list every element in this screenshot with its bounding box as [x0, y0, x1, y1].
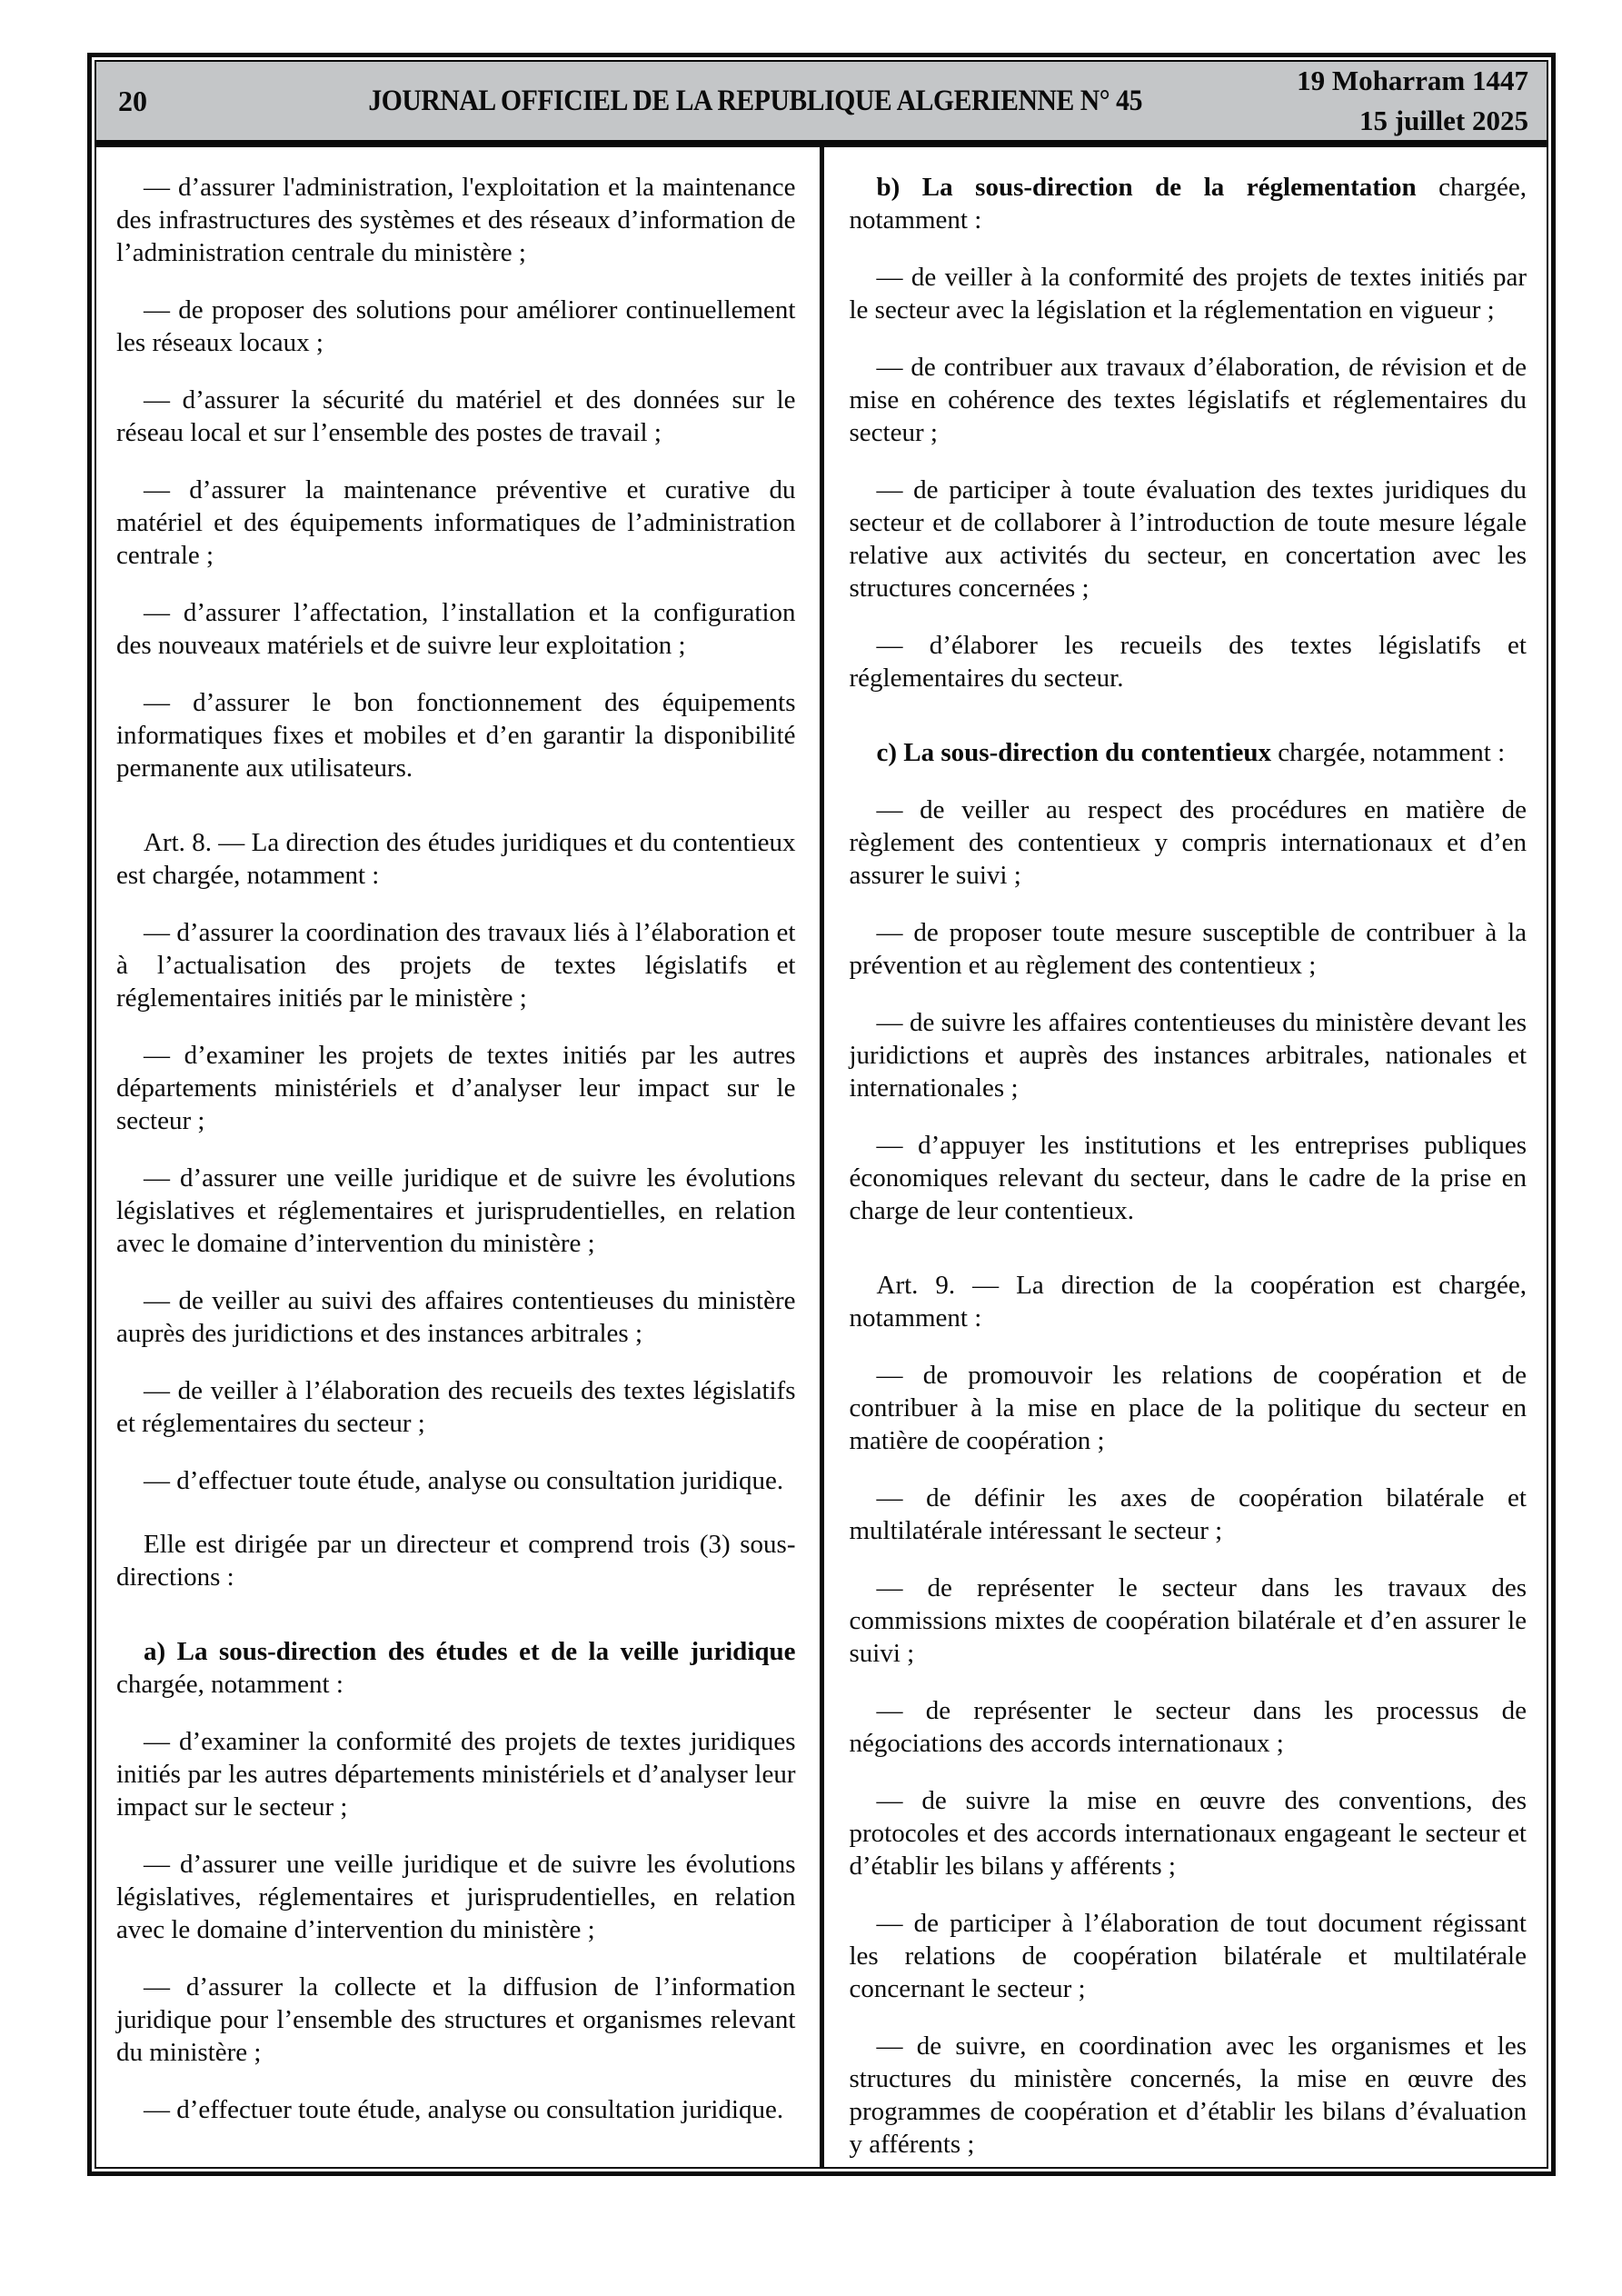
- body-paragraph: — de veiller à l’élaboration des recueils des textes législatifs et réglementaires du secteur ;: [116, 1376, 796, 1438]
- left-column: [96, 147, 820, 2169]
- page-content: [96, 147, 1547, 2169]
- body-paragraph: — de définir les axes de coopération bilatérale et multilatérale intéressant le secteur ;: [849, 1483, 1527, 1545]
- body-paragraph: — d’assurer une veille juridique et de suivre les évolutions législatives et réglementaires et jurisprudentielles, en relation avec le domaine d’intervention du ministère ;: [116, 1163, 796, 1258]
- journal-title-text: JOURNAL OFFICIEL DE LA REPUBLIQUE ALGERIENNE N° 45: [368, 84, 1142, 117]
- page-number: 20: [118, 84, 147, 117]
- body-paragraph: — d’examiner les projets de textes initiés par les autres départements ministériels et d’analyser leur impact sur le secteur ;: [116, 1041, 796, 1135]
- body-paragraph: — d’assurer l’affectation, l’installation et la configuration des nouveaux matériels et de suivre leur exploitation ;: [116, 598, 796, 660]
- page-frame-inner: [95, 60, 1548, 2169]
- body-paragraph: — d’assurer la maintenance préventive et curative du matériel et des équipements informatiques de l’administration centrale ;: [116, 475, 796, 570]
- article-paragraph: Art. 8. — La direction des études juridiques et du contentieux est chargée, notamment :: [116, 828, 796, 890]
- body-paragraph: — de veiller au suivi des affaires contentieuses du ministère auprès des juridictions et des instances arbitrales ;: [116, 1286, 796, 1348]
- body-paragraph: — d’assurer l'administration, l'exploitation et la maintenance des infrastructures des systèmes et des réseaux d’information de l’administration centrale du ministère ;: [116, 173, 796, 267]
- body-paragraph: — de proposer des solutions pour améliorer continuellement les réseaux locaux ;: [116, 295, 796, 357]
- body-paragraph: — d’assurer la sécurité du matériel et des données sur le réseau local et sur l’ensemble des postes de travail ;: [116, 385, 796, 447]
- page-frame: [87, 53, 1556, 2176]
- subsection-heading: a) La sous-direction des études et de la veille juridique chargée, notamment :: [116, 1637, 796, 1699]
- body-paragraph: — de participer à toute évaluation des textes juridiques du secteur et de collaborer à l’introduction de toute mesure légale relative aux activités du secteur, en concertation avec les structures concernées ;: [849, 475, 1527, 603]
- subsection-bold-lead: a) La sous-direction des études et de la veille juridique: [144, 1637, 796, 1666]
- body-paragraph: Elle est dirigée par un directeur et comprend trois (3) sous-directions :: [116, 1530, 796, 1592]
- body-paragraph: — d’examiner la conformité des projets de textes juridiques initiés par les autres départements ministériels et d’analyser leur impact sur le secteur ;: [116, 1727, 796, 1822]
- subsection-heading: b) La sous-direction de la réglementation chargée, notamment :: [849, 173, 1527, 235]
- body-paragraph: — d’assurer le bon fonctionnement des équipements informatiques fixes et mobiles et d’en garantir la disponibilité permanente aux utilisateurs.: [116, 688, 796, 783]
- body-paragraph: — de proposer toute mesure susceptible de contribuer à la prévention et au règlement des contentieux ;: [849, 918, 1527, 980]
- body-paragraph: — d’assurer la coordination des travaux liés à l’élaboration et à l’actualisation des projets de textes législatifs et réglementaires initiés par le ministère ;: [116, 918, 796, 1013]
- subsection-heading: c) La sous-direction du contentieux chargée, notamment :: [876, 738, 1506, 767]
- right-column: [824, 147, 1547, 2169]
- body-paragraph: — de veiller à la conformité des projets de textes initiés par le secteur avec la législation et la réglementation en vigueur ;: [849, 263, 1527, 324]
- body-paragraph: — de suivre les affaires contentieuses du ministère devant les juridictions et auprès des instances arbitrales, nationales et internationales ;: [849, 1008, 1527, 1103]
- body-paragraph: — de contribuer aux travaux d’élaboration, de révision et de mise en cohérence des textes législatifs et réglementaires du secteur ;: [849, 353, 1527, 447]
- body-paragraph: — de suivre, en coordination avec les organismes et les structures du ministère concernés, la mise en œuvre des programmes de coopération et d’établir les bilans d’évaluation y afférents ;: [849, 2031, 1527, 2159]
- body-paragraph: — de veiller au respect des procédures en matière de règlement des contentieux y compris internationaux et d’en assurer le suivi ;: [849, 795, 1527, 890]
- body-paragraph: — d’assurer la collecte et la diffusion de l’information juridique pour l’ensemble des structures et organismes relevant du ministère ;: [116, 1972, 796, 2067]
- journal-title: [236, 85, 1274, 118]
- body-paragraph: — de participer à l’élaboration de tout document régissant les relations de coopération bilatérale et multilatérale concernant le secteur ;: [849, 1909, 1527, 2003]
- body-paragraph: — d’effectuer toute étude, analyse ou consultation juridique.: [144, 2095, 784, 2124]
- subsection-bold-lead: b) La sous-direction de la réglementation: [876, 173, 1417, 202]
- body-paragraph: — d’assurer une veille juridique et de suivre les évolutions législatives, réglementaires et jurisprudentielles, en relation avec le domaine d’intervention du ministère ;: [116, 1850, 796, 1944]
- body-paragraph: — de représenter le secteur dans les travaux des commissions mixtes de coopération bilatérale et d’en assurer le suivi ;: [849, 1573, 1527, 1668]
- masthead-dates: [1274, 61, 1528, 141]
- body-paragraph: — d’élaborer les recueils des textes législatifs et réglementaires du secteur.: [849, 631, 1527, 693]
- body-paragraph: — d’effectuer toute étude, analyse ou consultation juridique.: [144, 1466, 784, 1495]
- masthead: [96, 62, 1547, 147]
- body-paragraph: — de suivre la mise en œuvre des conventions, des protocoles et des accords internationaux engageant le secteur et d’établir les bilans y afférents ;: [849, 1786, 1527, 1881]
- body-paragraph: — de promouvoir les relations de coopération et de contribuer à la mise en place de la politique du secteur en matière de coopération ;: [849, 1361, 1527, 1455]
- body-paragraph: — de représenter le secteur dans les processus de négociations des accords internationaux ;: [849, 1696, 1527, 1758]
- subsection-bold-lead: c) La sous-direction du contentieux: [876, 738, 1271, 767]
- date-hijri: 19 Moharram 1447: [1297, 64, 1528, 96]
- body-paragraph: — d’appuyer les institutions et les entreprises publiques économiques relevant du secteur, dans le cadre de la prise en charge de leur contentieux.: [849, 1131, 1527, 1225]
- date-gregorian: 15 juillet 2025: [1359, 105, 1528, 136]
- article-paragraph: Art. 9. — La direction de la coopération est chargée, notamment :: [849, 1271, 1527, 1333]
